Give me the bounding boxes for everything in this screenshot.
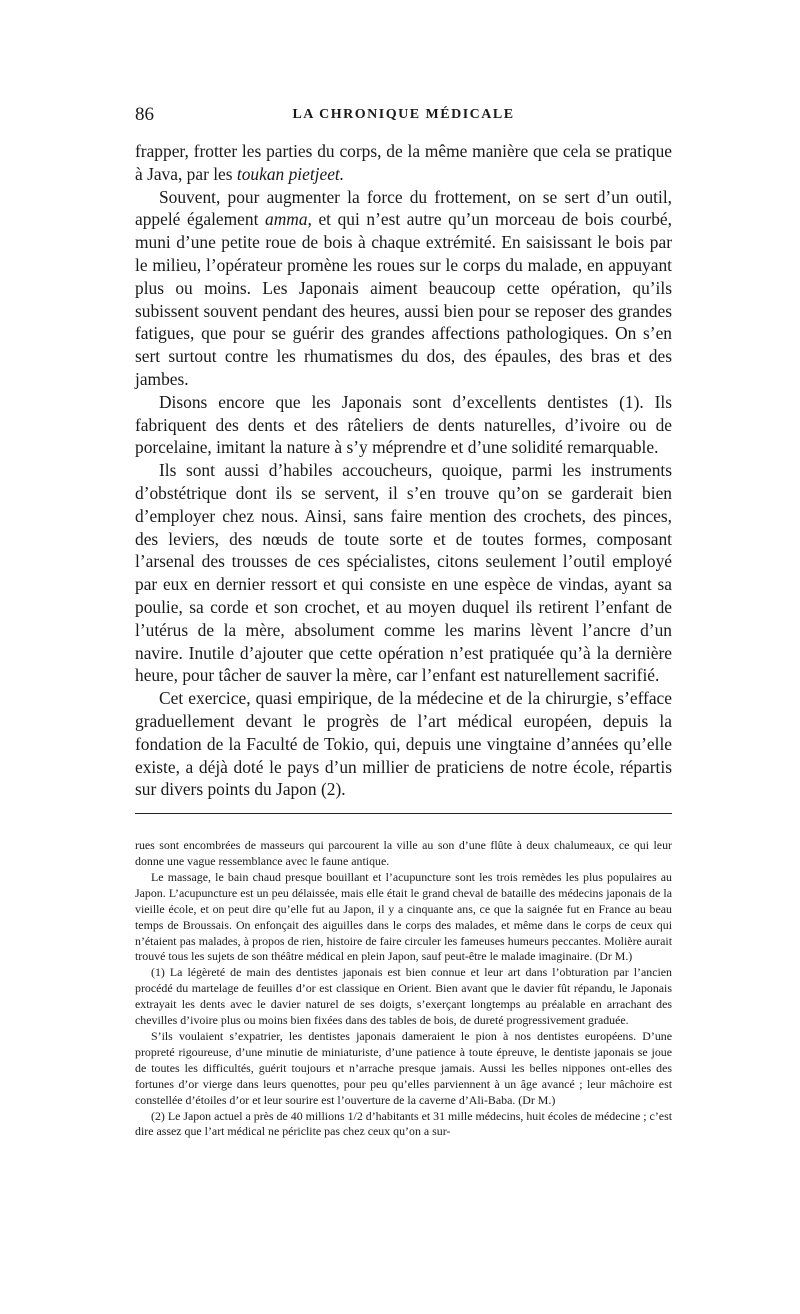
paragraph-1-text: frapper, frotter les parties du corps, de la même manière que cela se pratique à Java, par les [135, 141, 672, 184]
running-title: LA CHRONIQUE MÉDICALE [292, 107, 515, 122]
footnote-continuation: rues sont encombrées de masseurs qui parcourent la ville au son d’une flûte à deux chalumeaux, ce qui leur donne une vague ressemblance avec le faune antique. [135, 838, 672, 869]
paragraph-1-italic: toukan pietjeet. [236, 163, 345, 184]
paragraph-4: Ils sont aussi d’habiles accoucheurs, quoique, parmi les instruments d’obstétrique dont ils se servent, il s’en trouve qu’on se garderait bien d’employer chez nous. Ainsi, sans faire mention des crochets, des pinces, des leviers, des nœuds de toute sorte et de toutes formes, composant l’arsenal des trousses de ces spécialistes, citons seulement l’outil employé par eux en dernier ressort et qui consiste en une espèce de vindas, ayant sa poulie, sa corde et son crochet, et au moyen duquel ils retirent l’enfant de l’utérus de la mère, absolument comme les marins lèvent l’ancre d’un navire. Inutile d’ajouter que cette opération n’est pratiquée qu’à la dernière heure, pour tâcher de sauver la mère, car l’enfant est naturellement sacrifié. [135, 460, 672, 686]
footnote-massage: Le massage, le bain chaud presque bouillant et l’acupuncture sont les trois remèdes les plus populaires au Japon. L’acupuncture est un peu délaissée, mais elle était le grand cheval de bataille des médecins japonais de la vieille école, et on peut dire qu’elle fut au Japon, il y a cinquante ans, ce que la saignée fut en France au beau temps de Broussais. On enfonçait des aiguilles dans le corps des malades, et même dans le corps de ceux qui n’étaient pas malades, à propos de rien, histoire de faire circuler les fameuses humeurs peccantes. Molière aurait trouvé tous les sujets de son théâtre médical en plein Japon, sauf peut-être le malade imaginaire. (Dr M.) [135, 869, 672, 964]
paragraph-2 [135, 186, 672, 391]
body-text [135, 140, 672, 801]
page-number: 86 [135, 104, 154, 125]
page [135, 104, 672, 1140]
footnote-1: (1) La légèreté de main des dentistes japonais est bien connue et leur art dans l’obturation par l’ancien procédé du martelage de feuilles d’or est classique en Orient. Bien avant que le davier fût répandu, le Japonais extrayait les dents avec le davier naturel de ses doigts, s’exerçant longtemps au préalable en arrachant des chevilles d’ivoire plus ou moins bien fixées dans des tables de bois, de dureté progressivement graduée. [135, 965, 672, 1028]
footnote-separator [135, 813, 672, 814]
footnote-1-continued: S’ils voulaient s’expatrier, les dentistes japonais dameraient le pion à nos dentistes européens. D’une propreté rigoureuse, d’une minutie de miniaturiste, d’une patience à toute épreuve, le dentiste japonais se joue de toutes les difficultés, guérit toujours et n’arrache presque jamais. Aussi les belles nippones ont-elles des fortunes d’or vierge dans leurs quenottes, pour peu qu’elles parviennent à un âge avancé ; leur mâchoire est constellée d’étoiles d’or et leur sourire est l’ouverture de la caverne d’Ali-Baba. (Dr M.) [135, 1028, 672, 1107]
running-head [135, 104, 672, 130]
paragraph-1 [135, 140, 672, 186]
footnote-2: (2) Le Japon actuel a près de 40 millions 1/2 d’habitants et 31 mille médecins, huit écoles de médecine ; c’est dire assez que l’art médical ne périclite pas chez ceux qu’on a sur- [135, 1108, 672, 1139]
paragraph-3: Disons encore que les Japonais sont d’excellents dentistes (1). Ils fabriquent des dents et des râteliers de dents naturelles, d’ivoire ou de porcelaine, imitant la nature à s’y méprendre et d’une solidité remarquable. [135, 391, 672, 458]
paragraph-5: Cet exercice, quasi empirique, de la médecine et de la chirurgie, s’efface graduellement devant le progrès de l’art médical européen, depuis la fondation de la Faculté de Tokio, qui, depuis une vingtaine d’années qu’elle existe, a déjà doté le pays d’un millier de praticiens de notre école, répartis sur divers points du Japon (2). [135, 688, 672, 800]
footnotes [135, 838, 672, 1140]
paragraph-2-text-a: Souvent, pour augmenter la force du frottement, on se sert d’un outil, appelé également [135, 186, 672, 230]
paragraph-2-italic: amma, [265, 209, 312, 230]
paragraph-2-text-b: et qui n’est autre qu’un morceau de bois courbé, muni d’une petite roue de bois à chaque extrémité. En saisissant le bois par le milieu, l’opérateur promène les roues sur le corps du malade, en appuyant plus ou moins. Les Japonais aiment beaucoup cette opération, qu’ils subissent souvent pendant des heures, aussi bien pour se reposer des grandes fatigues, que pour se guérir des grandes affections pathologiques. On s’en sert surtout contre les rhumatismes du dos, des épaules, des bras et des jambes. [135, 209, 673, 389]
